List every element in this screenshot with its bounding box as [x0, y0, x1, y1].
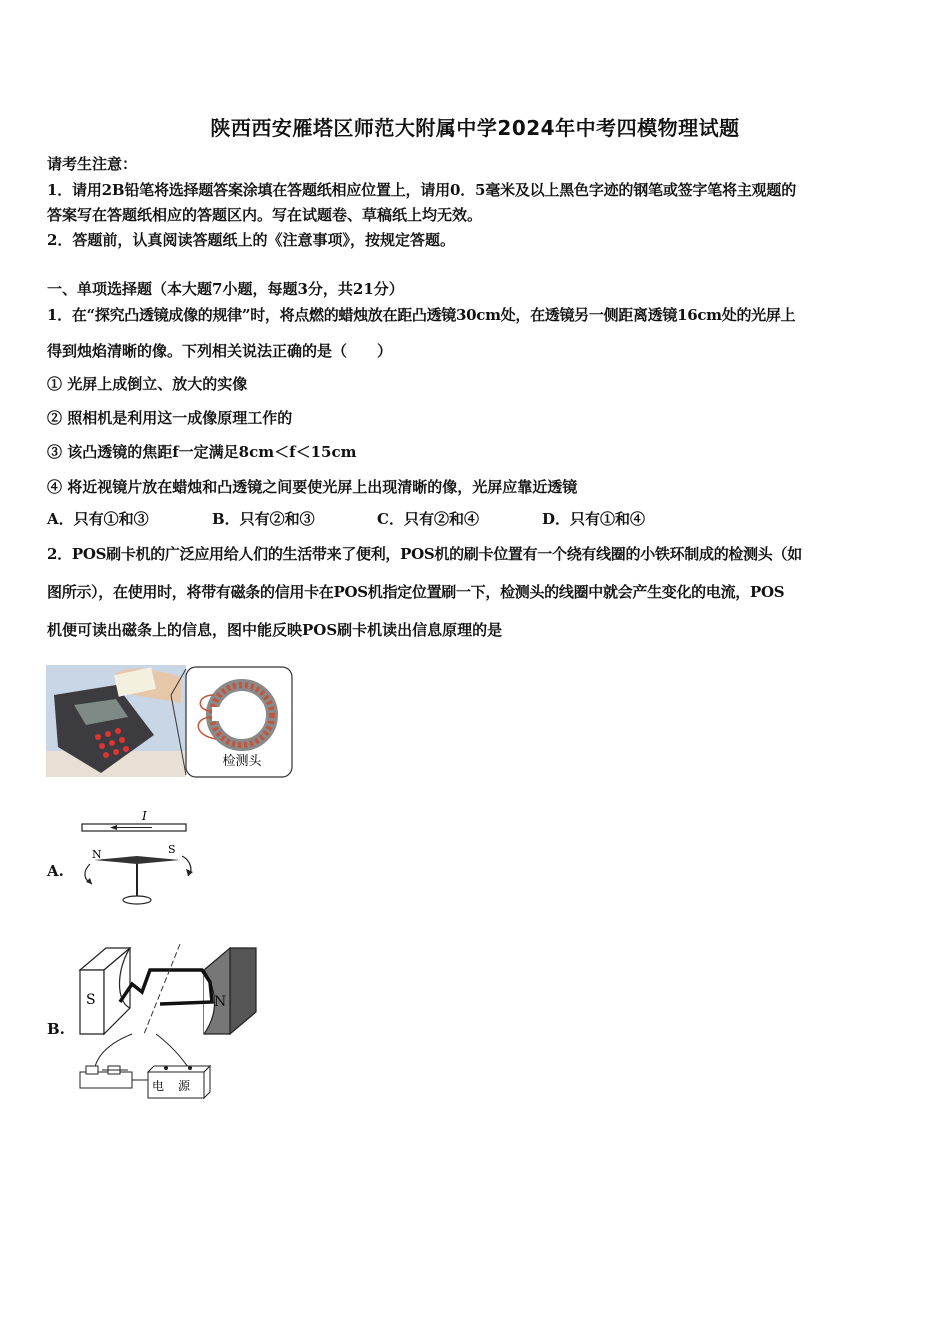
q1-statement-1: ① 光屏上成倒立、放大的实像: [47, 375, 248, 393]
rotation-axis: [144, 944, 180, 1034]
option-b-figure: [72, 942, 262, 1104]
current-label: I: [142, 809, 147, 823]
power-label-2: 源: [178, 1079, 191, 1093]
q2-option-b-label[interactable]: B.: [47, 1020, 65, 1038]
section-heading: 一、单项选择题（本大题7小题，每题3分，共21分）: [47, 280, 404, 298]
q1-stem-line-1: 1．在“探究凸透镜成像的规律”时，将点燃的蜡烛放在距凸透镜30cm处，在透镜另一侧距离透镜16cm处的光屏上: [47, 306, 796, 324]
notice-item-1-line-1: 1．请用2B铅笔将选择题答案涂填在答题纸相应位置上，请用0．5毫米及以上黑色字迹的钢笔或签字笔将主观题的: [47, 181, 797, 199]
q2-stem-line-1: 2．POS刷卡机的广泛应用给人们的生活带来了便利，POS机的刷卡位置有一个绕有线圈的小铁环制成的检测头（如: [47, 545, 802, 563]
notice-heading: 请考生注意：: [47, 155, 138, 173]
detector-caption: 检测头: [222, 754, 262, 769]
north-pole-label: N: [214, 994, 227, 1010]
wire-loop: [120, 970, 212, 1004]
q2-stem-line-2: 图所示），在使用时，将带有磁条的信用卡在POS机指定位置刷一下，检测头的线圈中就会产生变化的电流，POS: [47, 583, 785, 601]
needle-north-label: N: [92, 848, 102, 861]
q1-options: [47, 508, 645, 529]
q1-option-b[interactable]: B．只有②和③: [212, 510, 315, 528]
option-a-figure: [72, 808, 202, 910]
south-pole-label: S: [86, 992, 96, 1008]
north-magnet: [230, 948, 256, 1034]
q1-option-a[interactable]: A．只有①和③: [47, 510, 149, 528]
power-label-1: 电: [152, 1079, 165, 1093]
q1-option-c[interactable]: C．只有②和④: [377, 510, 479, 528]
q1-option-d[interactable]: D．只有①和④: [542, 510, 646, 528]
page-title: 陕西西安雁塔区师范大附属中学2024年中考四模物理试题: [210, 116, 740, 140]
q1-statement-2: ② 照相机是利用这一成像原理工作的: [47, 409, 293, 427]
rotation-arrow-left: [86, 878, 92, 884]
compass-stand: [123, 896, 151, 904]
notice-item-2: 2．答题前，认真阅读答题纸上的《注意事项》，按规定答题。: [47, 231, 455, 249]
pos-figure: [46, 655, 296, 780]
q1-statement-3: ③ 该凸透镜的焦距f一定满足8cm＜f＜15cm: [47, 443, 357, 461]
needle-south-label: S: [168, 843, 176, 856]
q1-stem-line-2: 得到烛焰清晰的像。下列相关说法正确的是（ ）: [47, 342, 393, 360]
compass-needle: [94, 856, 180, 864]
q1-statement-4: ④ 将近视镜片放在蜡烛和凸透镜之间要使光屏上出现清晰的像，光屏应靠近透镜: [47, 478, 578, 496]
q2-option-a-label[interactable]: A.: [47, 862, 64, 880]
notice-item-1-line-2: 答案写在答题纸相应的答题区内。写在试题卷、草稿纸上均无效。: [47, 206, 483, 224]
q2-stem-line-3: 机便可读出磁条上的信息，图中能反映POS刷卡机读出信息原理的是: [47, 621, 503, 639]
